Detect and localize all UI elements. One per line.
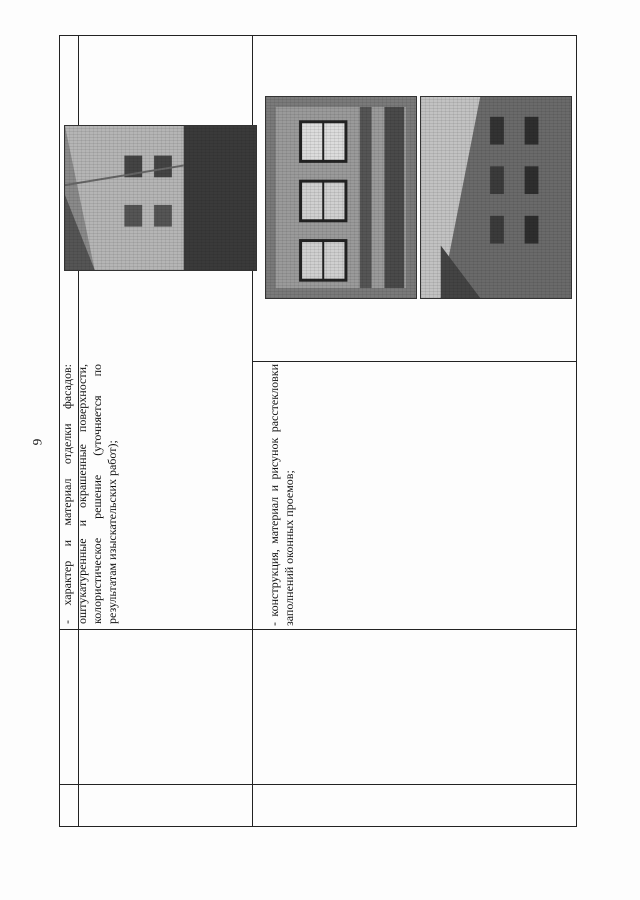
page-number: 9 xyxy=(29,438,45,446)
facade-perspective-photo xyxy=(420,96,572,299)
building-corner-photo xyxy=(64,125,257,271)
table-divider xyxy=(252,361,576,362)
window-row-photo xyxy=(265,96,417,299)
facade-finish-cell xyxy=(60,364,120,626)
document-table xyxy=(59,35,577,827)
table-divider xyxy=(60,629,576,630)
window-construction-cell xyxy=(267,364,297,626)
window-construction-text: - конструкция, материал и рисунок расстекловки заполнений оконных проемов; xyxy=(267,364,296,626)
table-divider xyxy=(60,784,576,785)
facade-finish-text: - характер и материал отделки фасадов: оштукатуренные и окрашенные поверхности, колористическое решение (уточняется по результатам изыскательских работ); xyxy=(60,364,119,624)
